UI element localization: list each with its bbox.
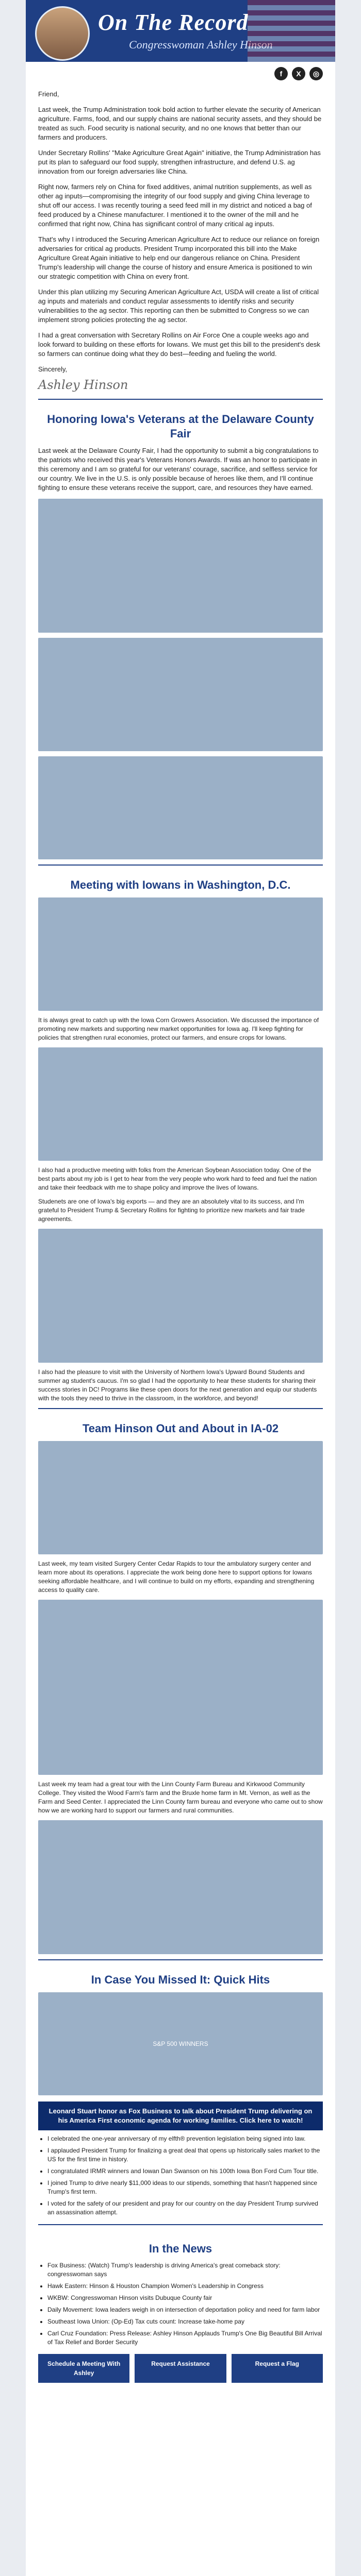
- dc-caption: I also had the pleasure to visit with the University of Northern Iowa's Upward Bound Students and summer ag student's caucus. I'm so glad I had the opportunity to hear these students for sharing their success stories in DC! Programs like these open doors for the next generation and equip our students with the tools they need to thrive in the classroom, in the workforce, and beyond!: [38, 1368, 317, 1402]
- intro-paragraph: Under Secretary Rollins' "Make Agriculture Great Again" initiative, the Trump Administration has put its plan to safeguard our food supply, strengthen infrastructure, and defend U.S. ag innovation from our foreign adversaries like China.: [38, 149, 321, 175]
- intro-paragraph: That's why I introduced the Securing American Agriculture Act to reduce our reliance on foreign adversaries for critical ag products. President Trump incorporated this bill into the Make Agriculture Great Again initiative to help end our dangerous reliance on China. President Trump's leadership will change the course of history and ensure America is positioned to win our strategic competition with China on every front.: [38, 235, 320, 280]
- quickhits-list: [47, 2134, 323, 2217]
- avatar: [35, 6, 90, 61]
- divider: [38, 399, 323, 400]
- intro-paragraph: Last week, the Trump Administration took bold action to further elevate the security of American agriculture. Farms, food, and our supply chains are national security assets, and they should be treated as such. Food security is national security, and no one knows that better than our farmers and producers.: [38, 106, 322, 141]
- team-photo-2: [38, 1600, 323, 1775]
- team-photo-1: [38, 1441, 323, 1554]
- dc-photo-3: [38, 1229, 323, 1363]
- quickhits-image: [38, 1992, 323, 2095]
- section-title-quickhits: In Case You Missed It: Quick Hits: [91, 1973, 270, 1986]
- section-title-news: In the News: [149, 2242, 212, 2255]
- list-item[interactable]: • I joined Trump to drive nearly $11,000 ideas to our stipends, something that hasn't happened since Trump's first term.: [47, 2179, 323, 2196]
- dc-caption: It is always great to catch up with the Iowa Corn Growers Association. We discussed the importance of promoting new markets and supporting new market opportunities for Iowa ag. I'll keep fighting for policies that strengthen rural economies, protect our farmers, and ensure crops for Iowans.: [38, 1016, 319, 1041]
- news-list: [47, 2261, 323, 2347]
- section-title-dc: Meeting with Iowans in Washington, D.C.: [70, 878, 291, 891]
- newsletter: [26, 0, 335, 2576]
- intro-paragraph: Under this plan utilizing my Securing American Agriculture Act, USDA will create a list of critical ag inputs and materials and conduct regular assessments to identify risks and security vulnerabilities to the ag sector. This reporting can then be submitted to Congress so we can implement strong policies protecting the ag sector.: [38, 288, 319, 324]
- quickhits-banner: S&P 500 WINNERS: [153, 2040, 208, 2047]
- page-title: On The Record: [98, 10, 249, 35]
- intro-section: [26, 86, 335, 2576]
- dc-photo-1: [38, 897, 323, 1011]
- intro-paragraph: Right now, farmers rely on China for fixed additives, animal nutrition supplements, as well as other ag inputs—compromising the integrity of our food supply and giving China leverage to shut off our access. I was recently touring a seed feed mill in my district and noticed a bag of feed produced by a Chinese manufacturer. I mentioned it to the owner of the mill and he confirmed that right now, China has significant control of many critical ag inputs.: [38, 183, 312, 228]
- fair-photo-3: [38, 756, 323, 859]
- signature: Ashley Hinson: [38, 378, 128, 392]
- instagram-icon[interactable]: ◎: [309, 67, 323, 80]
- news-item[interactable]: • Daily Movement: Iowa leaders weigh in on intersection of deportation policy and need for farm labor: [47, 2306, 323, 2314]
- intro-paragraph: I had a great conversation with Secretary Rollins on Air Force One a couple weeks ago and look forward to building on these efforts for Iowans. We must get this bill to the president's desk so farmers can continue doing what they do best—feeding and fueling the world.: [38, 331, 320, 358]
- dc-caption: I also had a productive meeting with folks from the American Soybean Association today. One of the best parts about my job is I get to hear from the very people who work hard to feed and fuel the nation and take their feedback with me to shape policy and improve the lives of Iowans.: [38, 1166, 317, 1191]
- news-item[interactable]: • Hawk Eastern: Hinson & Houston Champion Women's Leadership in Congress: [47, 2282, 323, 2291]
- closing: Sincerely,: [38, 365, 68, 373]
- dc-photo-2: [38, 1047, 323, 1161]
- divider: [38, 1408, 323, 1409]
- dc-caption: Studenets are one of Iowa's big exports — and they are an absolutely vital to its success, and I'm grateful to President Trump & Secretary Rollins for fighting to prioritize new markets and fair trade agreements.: [38, 1198, 305, 1223]
- news-item[interactable]: • Southeast Iowa Union: (Op-Ed) Tax cuts count: Increase take-home pay: [47, 2317, 323, 2326]
- list-item[interactable]: • I celebrated the one-year anniversary of my elfth® prevention legislation being signed into law.: [47, 2134, 323, 2143]
- team-caption: Last week my team had a great tour with the Linn County Farm Bureau and Kirkwood Community College. They visited the Wood Farm's farm and the Bruxle home farm in Mt. Vernon, as well as the Farm and Seed Center. I appreciated the Linn County farm bureau and everyone who came out to show how we are working hard to support our farmers and rural communities.: [38, 1781, 323, 1814]
- list-item[interactable]: • I applauded President Trump for finalizing a great deal that opens up historically sales market to the US for the first time in history.: [47, 2146, 323, 2164]
- news-item[interactable]: • Carl Cruz Foundation: Press Release: Ashley Hinson Applauds Trump's One Big Beautiful Bill Arrival of Tax Relief and Border Security: [47, 2329, 323, 2347]
- section-title-team: Team Hinson Out and About in IA-02: [82, 1422, 279, 1435]
- request-flag-button[interactable]: Request a Flag: [232, 2354, 323, 2383]
- team-photo-3: [38, 1820, 323, 1954]
- facebook-icon[interactable]: f: [274, 67, 288, 80]
- schedule-meeting-button[interactable]: Schedule a Meeting With Ashley: [38, 2354, 129, 2383]
- list-item[interactable]: • I congratulated IRMR winners and Iowan Dan Swanson on his 100th Iowa Bon Ford Cum Tour title.: [47, 2167, 323, 2176]
- x-icon[interactable]: X: [292, 67, 305, 80]
- flag-graphic: [248, 0, 335, 62]
- header: [26, 0, 335, 62]
- list-item[interactable]: • I voted for the safety of our president and pray for our country on the day President Trump survived an assassination attempt.: [47, 2199, 323, 2217]
- social-links: [26, 62, 335, 86]
- news-item[interactable]: • Fox Business: (Watch) Trump's leadership is driving America's great comeback story: congresswoman says: [47, 2261, 323, 2279]
- quickhits-headline[interactable]: Leonard Stuart honor as Fox Business to talk about President Trump delivering on his America First economic agenda for working families. Click here to watch!: [38, 2102, 323, 2130]
- page-subtitle: Congresswoman Ashley Hinson: [129, 38, 273, 51]
- news-item[interactable]: • WKBW: Congresswoman Hinson visits Dubuque County fair: [47, 2294, 323, 2302]
- fair-photo-2: [38, 638, 323, 751]
- fair-paragraph: Last week at the Delaware County Fair, I had the opportunity to submit a big congratulations to the patriots who received this year's Veterans Honors Awards. If was an honor to participate in this ceremony and I am so grateful for our veterans' courage, sacrifice, and selfless service for our country. We live in the U.S. is only possible because of heroes like them, and I'll continue fighting to ensure these veterans receive the support, care, and resources they have earned.: [38, 447, 319, 492]
- team-caption: Last week, my team visited Surgery Center Cedar Rapids to tour the ambulatory surgery center and learn more about its operations. I appreciate the work being done here to support options for Iowans seeking affordable healthcare, and I will continue to build on my efforts, expanding and strengthening access to quality care.: [38, 1560, 315, 1594]
- greeting: Friend,: [38, 90, 59, 98]
- divider: [38, 1959, 323, 1960]
- content-spacer: [38, 2389, 323, 2576]
- request-assistance-button[interactable]: Request Assistance: [135, 2354, 226, 2383]
- section-title-fair: Honoring Iowa's Veterans at the Delaware County Fair: [47, 413, 314, 440]
- divider: [38, 865, 323, 866]
- fair-photo-1: [38, 499, 323, 633]
- action-buttons: [38, 2354, 323, 2383]
- news-section: [38, 2224, 323, 2383]
